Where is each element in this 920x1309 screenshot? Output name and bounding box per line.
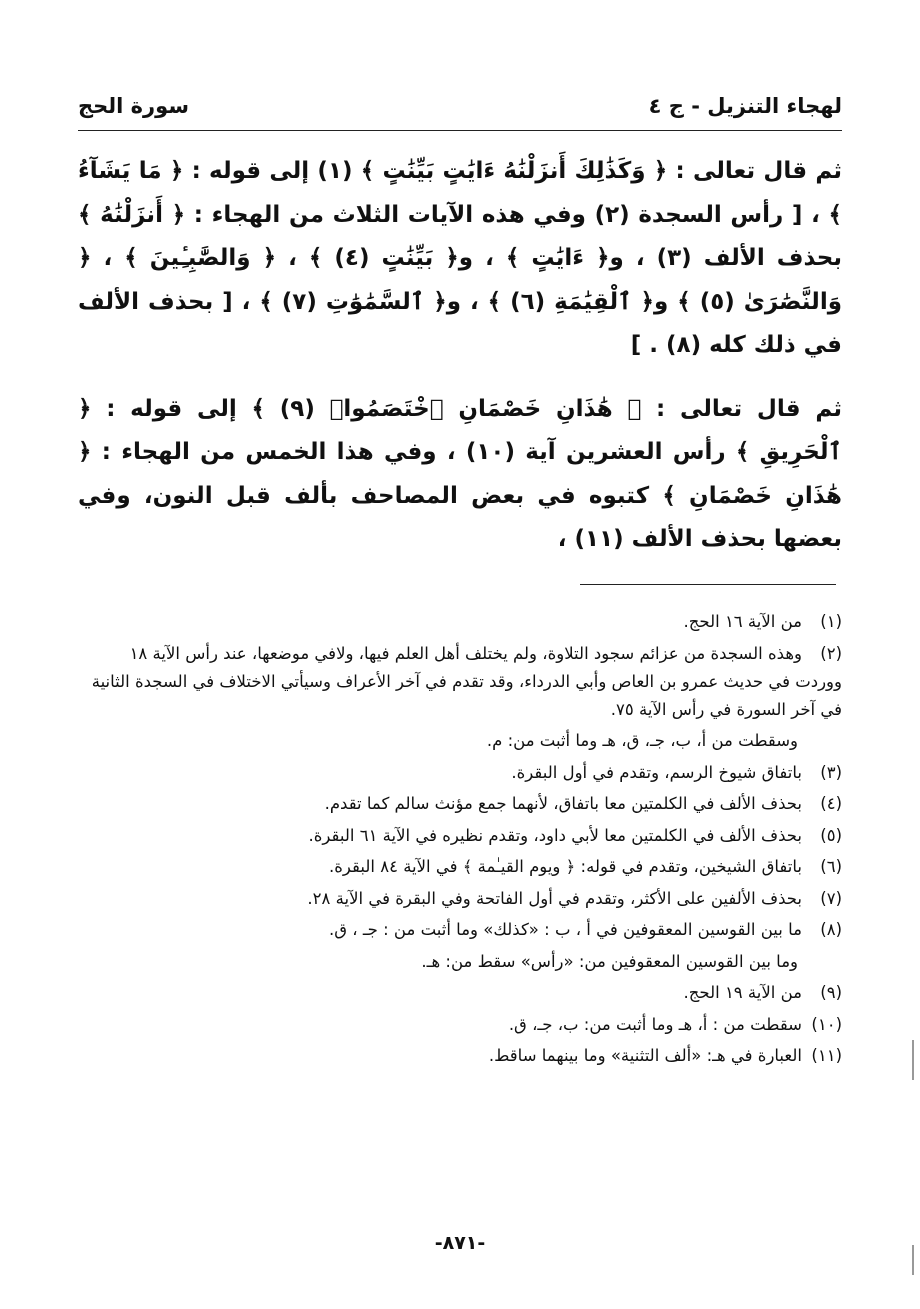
footnote-item (78, 1011, 842, 1039)
footnote-text: وهذه السجدة من عزائم سجود التلاوة، ولم يختلف أهل العلم فيها، ولافي موضعها، عند رأس الآية ١٨ ووردت في حديث عمرو بن العاص وأبي الدرداء، وقد تقدم في آخر الأعراف وسيأتي الاختلاف في السجدة الثانية في آخر السورة في رأس الآية ٧٥. (91, 643, 842, 719)
footnote-item (78, 759, 842, 787)
footnote-number: (٩) (820, 983, 842, 1002)
footnote-text: باتفاق الشيخين، وتقدم في قوله: ﴿ ويوم القيـٰمة ﴾ في الآية ٨٤ البقرة. (329, 857, 802, 876)
footnote-item (78, 790, 842, 818)
footnote-number: (٨) (820, 920, 842, 939)
footnotes (78, 608, 842, 1074)
footnote-number: (١) (820, 612, 842, 631)
footnote-text: سقطت من : أ، هـ وما أثبت من: ب، جـ، ق. (508, 1014, 802, 1034)
footnote-number: (٦) (820, 857, 842, 876)
footnote-text: من الآية ١٦ الحج. (683, 612, 802, 631)
footnote-text: وما بين القوسين المعقوفين من: «رأس» سقط من: هـ. (421, 951, 798, 971)
footnote-item (78, 853, 842, 881)
footnote-number: (٣) (820, 762, 842, 782)
header-rule (78, 130, 842, 131)
main-paragraph-1: ثم قال تعالى : ﴿ وَكَذَٰلِكَ أَنزَلْنَٰهُ ءَايَٰتٍ بَيِّنَٰتٍ ﴾ (١) إلى قوله : ﴿ مَا يَشَآءُ ﴾ ، [ رأس السجدة (٢) وفي هذه الآيات الثلاث من الهجاء : ﴿ أَنزَلْنَٰهُ ﴾ بحذف الألف (٣) ، و﴿ ءَايَٰتٍ ﴾ ، و﴿ بَيِّنَٰتٍ (٤) ﴾ ، ﴿ وَالصَّٰبِـِٔينَ ﴾ ، ﴿ وَالنَّصَٰرَىٰ (٥) ﴾ و﴿ ٱلْقِيَٰمَةِ (٦) ﴾ ، و﴿ ٱلسَّمَٰوَٰتِ (٧) ﴾ ، [ بحذف الألف في ذلك كله (٨) . ] (78, 158, 842, 358)
page-header (78, 86, 842, 126)
footnote-number: (٢) (820, 643, 842, 663)
footnote-text: العبارة في هـ: «ألف التثنية» وما بينهما ساقط. (488, 1046, 802, 1065)
footnote-item (78, 608, 842, 636)
footnote-text: بحذف الألفين على الأكثر، وتقدم في أول الفاتحة وفي البقرة في الآية ٢٨. (307, 888, 802, 908)
footnote-item (78, 822, 842, 850)
footnote-item (78, 1042, 842, 1070)
page-number: -٨٧١- (434, 1232, 486, 1254)
surah-title: سورة الحج (78, 94, 189, 118)
footnote-number: (١٠) (811, 1014, 842, 1034)
book-title: لهجاء التنزيل - ج ٤ (648, 94, 842, 118)
footnote-number: (٧) (820, 888, 842, 908)
footnote-continuation (78, 948, 798, 976)
footnote-item (78, 916, 842, 944)
footnote-text: باتفاق شيوخ الرسم، وتقدم في أول البقرة. (511, 762, 802, 782)
main-paragraph-2: ثم قال تعالى : ﴿ هَٰذَانِ خَصْمَانِ ٱخْتَصَمُوا۟ (٩) ﴾ إلى قوله : ﴿ ٱلْحَرِيقِ ﴾ رأس العشرين آية (١٠) ، وفي هذا الخمس من الهجاء : ﴿ هَٰذَانِ خَصْمَانِ ﴾ كتبوه في بعض المصاحف بألف قبل النون، وفي بعضها بحذف الألف (١١) ، (78, 395, 842, 552)
footnote-text: وسقطت من أ، ب، جـ، ق، هـ وما أثبت من: م. (486, 731, 798, 750)
footnote-separator (580, 584, 836, 585)
footnote-text: بحذف الألف في الكلمتين معا لأبي داود، وتقدم نظيره في الآية ٦١ البقرة. (308, 825, 802, 845)
footnote-item (78, 640, 842, 724)
footnote-number: (٤) (820, 794, 842, 813)
footnote-text: من الآية ١٩ الحج. (683, 983, 802, 1002)
footnote-item (78, 885, 842, 913)
footnote-text: بحذف الألف في الكلمتين معا باتفاق، لأنهما جمع مؤنث سالم كما تقدم. (324, 794, 802, 813)
scan-edge-mark (912, 1245, 914, 1275)
footnote-continuation (78, 727, 798, 755)
scan-edge-mark (912, 1040, 914, 1080)
main-text (78, 150, 842, 562)
footnote-number: (٥) (820, 825, 842, 845)
footnote-number: (١١) (811, 1046, 842, 1065)
footnote-text: ما بين القوسين المعقوفين في أ ، ب : «كذلك» وما أثبت من : جـ ، ق. (328, 920, 802, 939)
footnote-item (78, 979, 842, 1007)
